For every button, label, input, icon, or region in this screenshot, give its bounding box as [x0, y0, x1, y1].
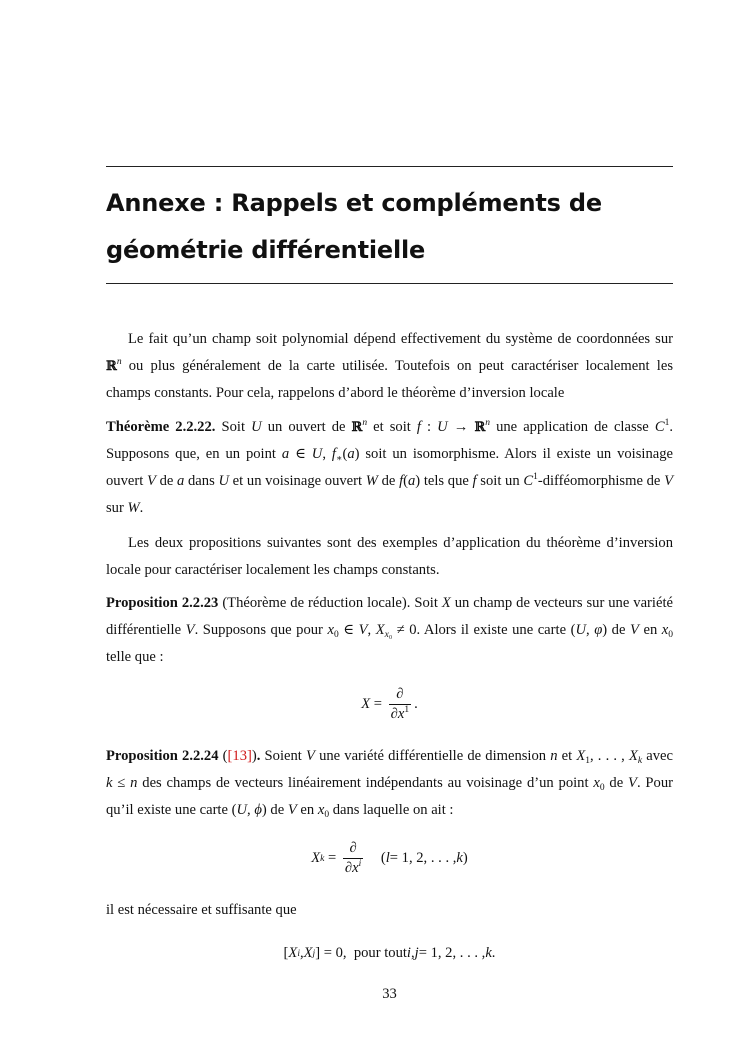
chapter-title: Annexe : Rappels et compléments de géométrie différentielle — [106, 189, 602, 264]
citation-link[interactable]: [13] — [227, 748, 252, 764]
proposition-1-note: (Théorème de réduction locale). — [222, 595, 411, 611]
proposition-2-2-24: Proposition 2.2.24 ([13]). Soient V une variété différentielle de dimension n et $X_1$, . . . , $X_k$ avec k ≤ n des champs de vecteurs linéairement indépendants au voisinage d’un point $x_0$ de V. Pour qu’il existe une carte (U, ϕ) de V en $x_0$ dans laquelle on ait : — [106, 748, 673, 820]
theorem-2-2-22: Théorème 2.2.22. Soit U un ouvert de ℝ$^n$ et soit f : U → ℝ$^n$ une application de classe $C^1$. Supposons que, en un point a ∈ U, $f_∗(a)$ soit un isomorphisme. Alors il existe un voisinage ouvert V de a dans U et un voisinage ouvert W de f(a) tels que f soit un $C^1$-difféomorphisme de V sur W. — [106, 418, 674, 516]
page-number: 33 — [382, 986, 397, 1002]
theorem-label: Théorème 2.2.22. — [106, 419, 216, 435]
equation-x-partial: X = $\frac{\partial}{\partial x^1}$ . — [361, 686, 418, 722]
equation-lie-bracket: [ X i , X j ] = 0, pour tout i , j = 1, 2, . . . , k . — [283, 945, 496, 961]
transition-paragraph: Les deux propositions suivantes sont des exemples d’application du théorème d’inversion locale pour caractériser localement les champs constants. — [106, 535, 673, 578]
proposition-2-label: Proposition 2.2.24 — [106, 748, 219, 764]
equation-xk-partial: X k = $\frac{\partial}{\partial x^i}$ ( l = 1, 2, . . . , k ) — [311, 840, 468, 876]
proposition-2-2-23: Proposition 2.2.23 (Théorème de réduction locale). Soit X un champ de vecteurs sur une variété différentielle V. Supposons que pour $x_0$ ∈ V, $X_{x_0} \ne 0$. Alors il existe une carte (U, φ) de V en $x_0$ telle que : — [106, 595, 674, 665]
bottom-rule — [106, 283, 673, 284]
proposition-1-label: Proposition 2.2.23 — [106, 595, 219, 611]
intro-paragraph: Le fait qu’un champ soit polynomial dépend effectivement du système de coordonnées sur ℝ$^n$ ou plus généralement de la carte utilisée. Toutefois on peut caractériser localement les champs constants. Pour cela, rappelons d’abord le théorème d’inversion locale — [106, 331, 673, 401]
condition-intro: il est nécessaire et suffisante que — [106, 902, 297, 918]
top-rule — [106, 166, 673, 167]
